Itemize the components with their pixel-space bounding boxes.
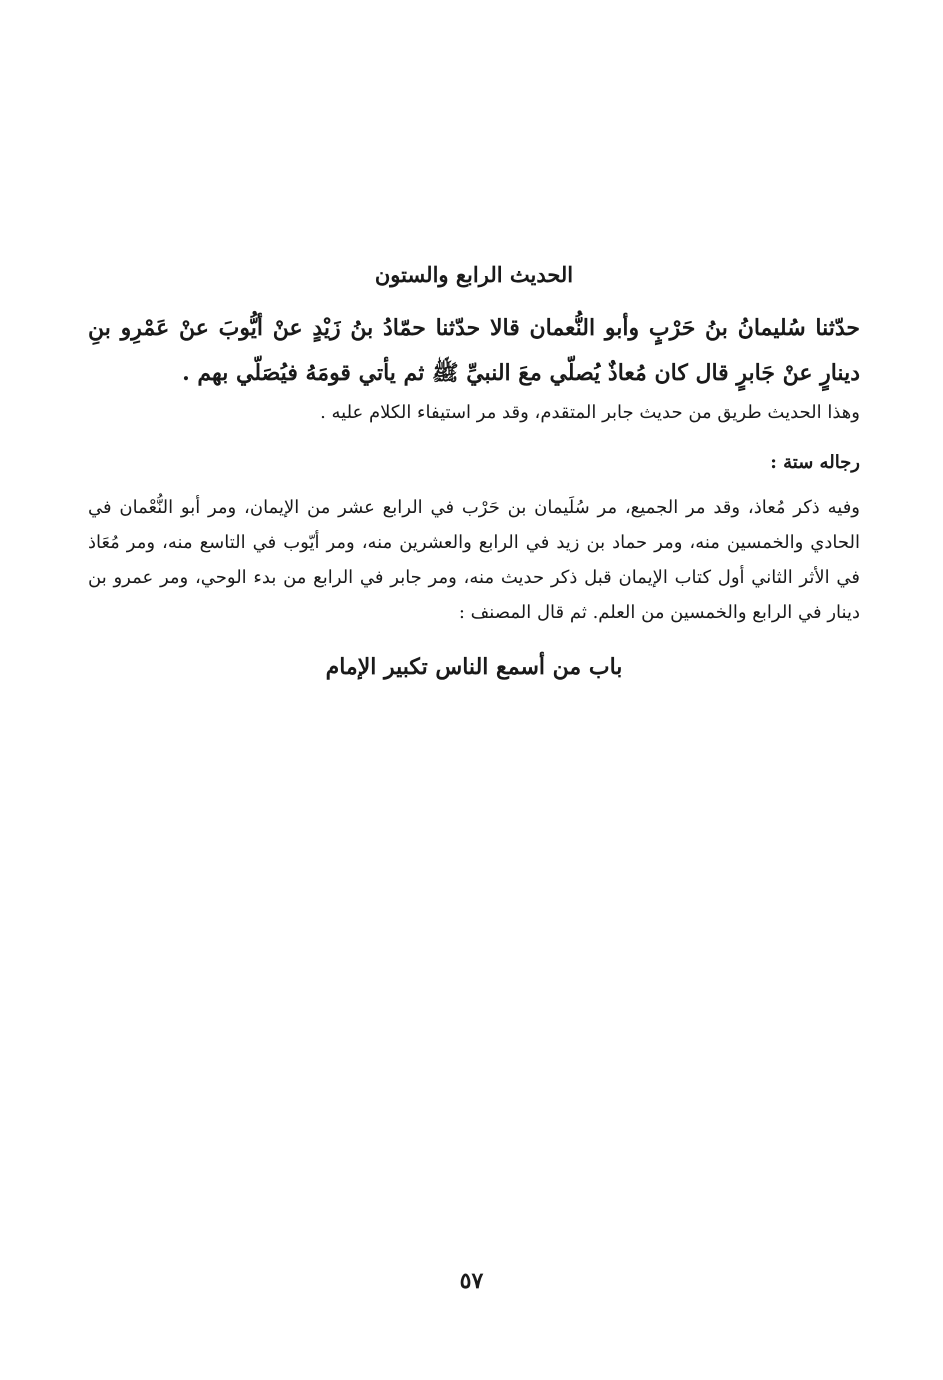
next-chapter-title: باب من أسمع الناس تكبير الإمام xyxy=(325,654,623,680)
chapter-title: الحديث الرابع والستون xyxy=(374,262,574,287)
narrators-body: وفيه ذكر مُعاذ، وقد مر الجميع، مر سُلَيمان بن حَرْب في الرابع عشر من الإيمان، ومر أبو النُّعْمان في الحادي والخمسين منه، ومر حماد بن زيد في الرابع والعشرين منه، ومر أيّوب في التاسع منه، ومر مُعَاذ في الأثر الثاني أول كتاب الإيمان قبل ذكر حديث منه، ومر جابر في الرابع من بدء الوحي، ومر عمرو بن دينار في الرابع والخمسين من العلم. ثم قال المصنف : xyxy=(88,497,860,623)
hadith-text: حدّثنا سُليمانُ بنُ حَرْبٍ وأبو النُّعمان قالا حدّثنا حمّادُ بنُ زَيْدٍ عنْ أيُّوبَ عنْ عَمْرِو بنِ دينارٍ عنْ جَابرٍ قال كان مُعاذٌ يُصلّي معَ النبيِّ ﷺ ثم يأتي قومَهُ فيُصَلّي بهم . xyxy=(88,315,860,386)
intro-note: وهذا الحديث طريق من حديث جابر المتقدم، وقد مر استيفاء الكلام عليه . xyxy=(320,402,860,423)
page-number: ٥٧ xyxy=(459,1268,484,1294)
narrators-heading: رجاله ستة : xyxy=(770,452,860,473)
